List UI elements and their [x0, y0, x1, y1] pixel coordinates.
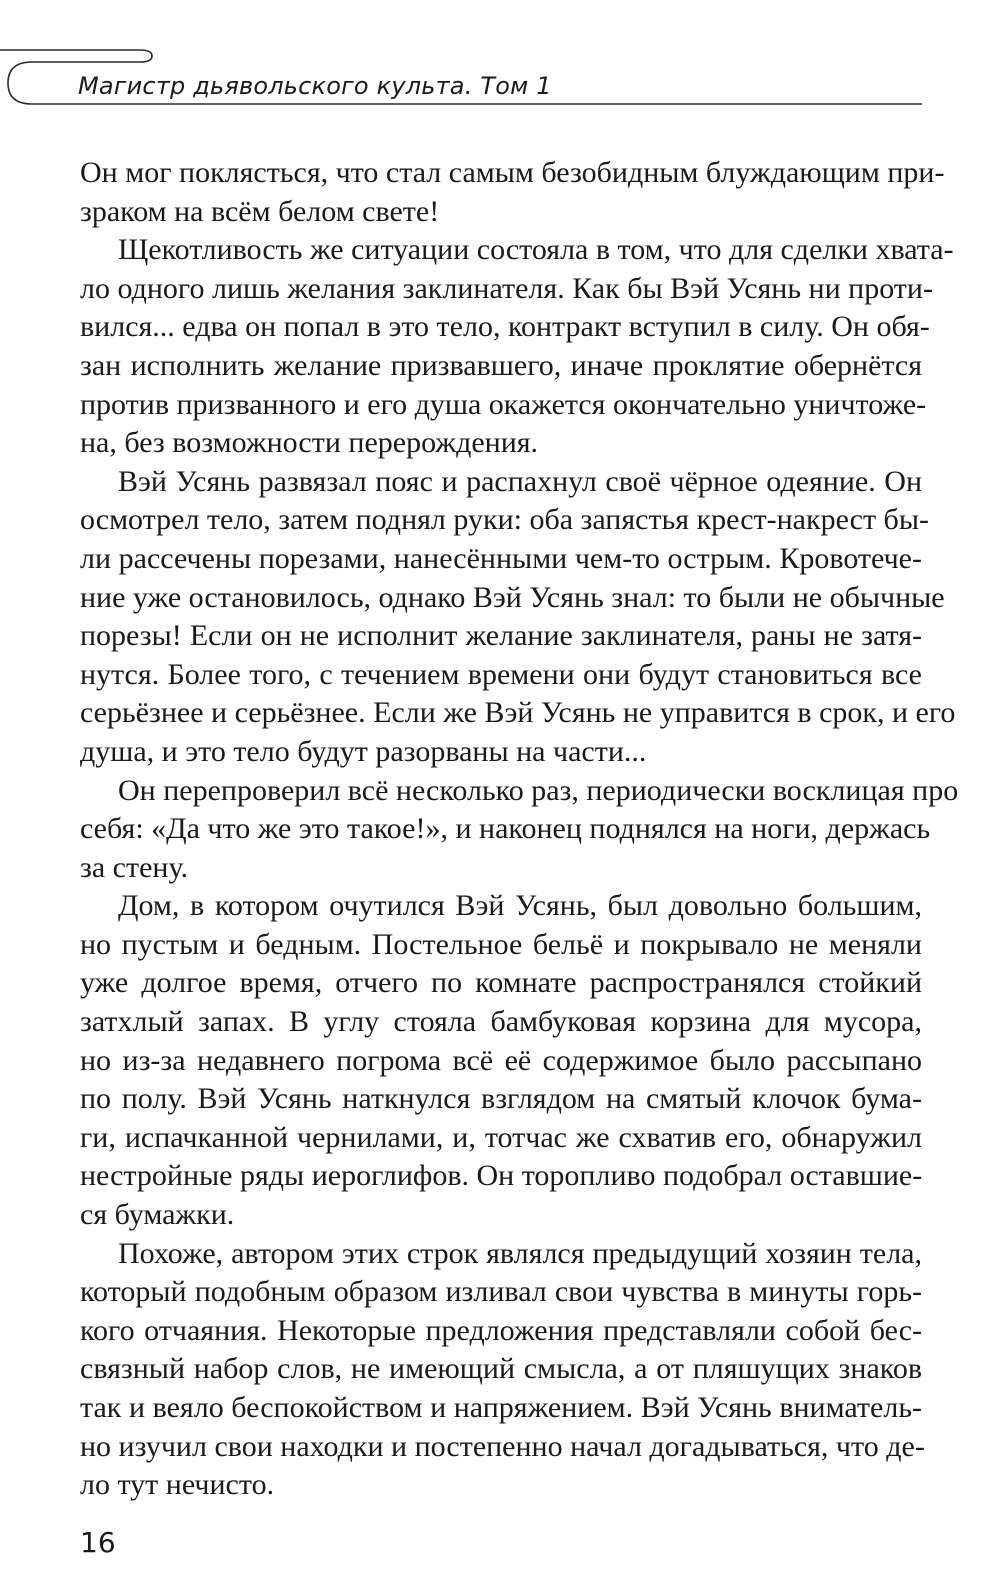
text-line: но пустым и бедным. Постельное бельё и покрывало не меняли: [80, 927, 922, 961]
paragraph: [80, 231, 954, 463]
text-line: ги, испачканной чернилами, и, тотчас же схватив его, обнаружил: [80, 1120, 922, 1154]
text-line: Вэй Усянь развязал пояс и распахнул своё чёрное одеяние. Он: [118, 464, 922, 498]
paragraph: [80, 463, 956, 772]
text-line: себя: «Да что же это такое!», и наконец поднялся на ноги, держась: [80, 812, 931, 846]
text-line: ли рассечены порезами, нанесёнными чем-то острым. Кровотече-: [80, 541, 922, 575]
running-title: Магистр дьявольского культа. Том 1: [78, 72, 552, 100]
text-line: но из-за недавнего погрома всё её содержимое было рассыпано: [80, 1043, 922, 1077]
text-line: за стену.: [80, 850, 188, 884]
text-line: так и веяло беспокойством и напряжением. Вэй Усянь вниматель-: [80, 1391, 922, 1424]
text-line: осмотрел тело, затем поднял руки: оба запястья крест-накрест бы-: [80, 503, 929, 537]
paragraph: [80, 154, 945, 231]
paragraph: [80, 772, 959, 888]
text-line: на, без возможности перерождения.: [80, 426, 539, 460]
text-line: который подобным образом изливал свои чувства в минуты горь-: [80, 1275, 922, 1309]
text-line: ся бумажки.: [80, 1198, 235, 1232]
text-line: Дом, в котором очутился Вэй Усянь, был довольно большим,: [118, 889, 922, 923]
header-ornament: [0, 0, 1000, 120]
text-line: порезы! Если он не исполнит желание заклинателя, раны не затя-: [80, 619, 922, 653]
page-number: 16: [80, 1526, 116, 1559]
text-line: зраком на всём белом свете!: [80, 194, 440, 228]
text-line: ние уже остановилось, однако Вэй Усянь знал: то были не обычные: [80, 580, 945, 614]
chapter-text: [80, 154, 959, 1505]
text-line: вился... едва он попал в это тело, контракт вступил в силу. Он обя-: [80, 310, 930, 344]
text-line: Он перепроверил всё несколько раз, периодически восклицая про: [118, 773, 959, 807]
text-line: ло одного лишь желания заклинателя. Как бы Вэй Усянь ни проти-: [80, 271, 933, 305]
page-header: [0, 0, 1000, 120]
text-line: кого отчаяния. Некоторые предложения представляли собой бес-: [80, 1313, 922, 1347]
text-line: против призванного и его душа окажется окончательно уничтоже-: [80, 387, 927, 421]
text-line: Он мог поклясться, что стал самым безобидным блуждающим при-: [80, 156, 945, 189]
text-line: серьёзнее и серьёзнее. Если же Вэй Усянь не управится в срок, и его: [80, 696, 956, 730]
text-line: ло тут нечисто.: [80, 1468, 275, 1502]
text-line: затхлый запах. В углу стояла бамбуковая корзина для мусора,: [80, 1005, 922, 1039]
paragraph: [80, 887, 922, 1234]
text-line: нутся. Более того, с течением времени они будут становиться все: [80, 657, 922, 691]
text-line: нестройные ряды иероглифов. Он торопливо подобрал оставшие-: [80, 1159, 923, 1193]
paragraph: [80, 1235, 925, 1505]
text-line: Похоже, автором этих строк являлся предыдущий хозяин тела,: [118, 1236, 922, 1270]
text-line: по полу. Вэй Усянь наткнулся взглядом на смятый клочок бума-: [80, 1082, 922, 1116]
text-line: уже долгое время, отчего по комнате распространялся стойкий: [80, 966, 922, 1000]
text-line: душа, и это тело будут разорваны на части...: [80, 734, 647, 768]
text-line: но изучил свои находки и постепенно начал догадываться, что де-: [80, 1429, 925, 1463]
text-line: связный набор слов, не имеющий смысла, а от пляшущих знаков: [80, 1352, 922, 1386]
text-line: зан исполнить желание призвавшего, иначе проклятие обернётся: [80, 348, 922, 382]
text-line: Щекотливость же ситуации состояла в том, что для сделки хвата-: [118, 233, 954, 267]
